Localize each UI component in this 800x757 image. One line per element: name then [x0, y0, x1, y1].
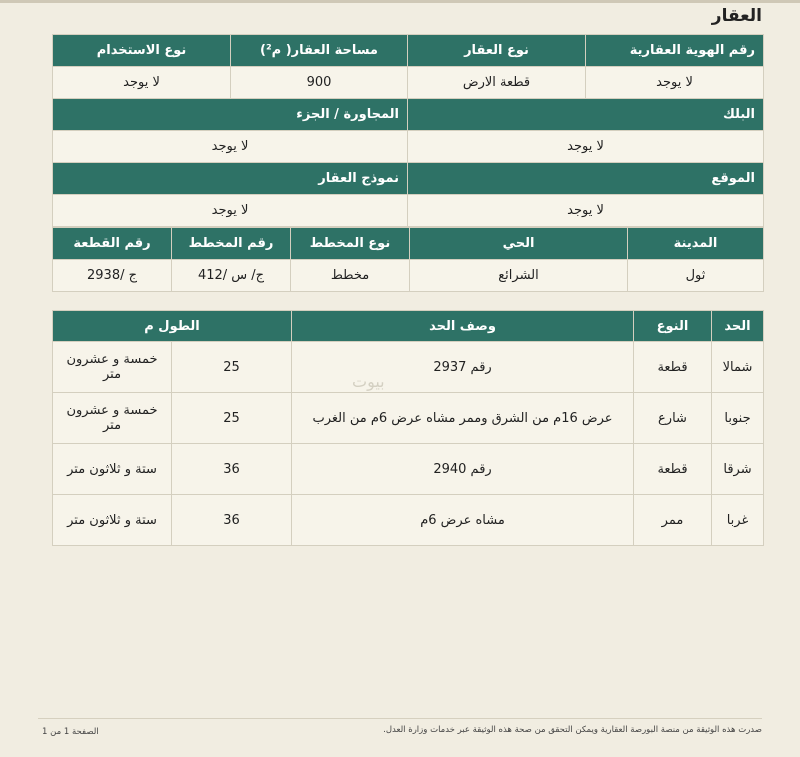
property-header-row-1	[53, 35, 764, 67]
section-title: العقار	[711, 6, 762, 26]
footer-note: صدرت هذه الوثيقة من منصة البورصة العقارية ويمكن التحقق من صحة هذه الوثيقة عبر خدمات وزارة العدل.	[383, 725, 762, 735]
boundary-description: مشاه عرض 6م	[292, 495, 634, 546]
value-plan-type: مخطط	[291, 260, 410, 292]
value-plan-number: ج/ س /412	[172, 260, 291, 292]
table-row	[53, 393, 764, 444]
footer-divider	[38, 718, 762, 719]
property-value-row-1	[53, 67, 764, 99]
header-boundary-type: النوع	[634, 311, 712, 342]
boundary-side: شمالا	[712, 342, 764, 393]
boundary-length-words: ستة و ثلاثون متر	[53, 444, 172, 495]
boundary-type: قطعة	[634, 444, 712, 495]
value-property-type: قطعة الارض	[408, 67, 586, 99]
header-plot-number: رقم القطعة	[53, 228, 172, 260]
property-value-row-2	[53, 131, 764, 163]
boundary-type: شارع	[634, 393, 712, 444]
boundary-length: 25	[172, 342, 292, 393]
header-city: المدينة	[628, 228, 764, 260]
header-district: الحي	[410, 228, 628, 260]
boundaries-header-row	[53, 311, 764, 342]
header-length: الطول م	[53, 311, 292, 342]
location-plan-table	[52, 227, 764, 292]
value-property-model: لا يوجد	[53, 195, 408, 227]
header-boundary-description: وصف الحد	[292, 311, 634, 342]
property-value-row-3	[53, 195, 764, 227]
plan-header-row	[53, 228, 764, 260]
value-district: الشرائع	[410, 260, 628, 292]
header-location: الموقع	[408, 163, 764, 195]
value-property-area: 900	[231, 67, 408, 99]
header-plan-type: نوع المخطط	[291, 228, 410, 260]
table-row	[53, 342, 764, 393]
header-neighborhood-part: المجاورة / الجزء	[53, 99, 408, 131]
value-plot-number: ج /2938	[53, 260, 172, 292]
boundary-description: رقم 2940	[292, 444, 634, 495]
value-usage-type: لا يوجد	[53, 67, 231, 99]
plan-value-row	[53, 260, 764, 292]
watermark: بيوت	[352, 372, 385, 391]
table-row	[53, 444, 764, 495]
boundary-side: جنوبا	[712, 393, 764, 444]
boundary-type: قطعة	[634, 342, 712, 393]
value-block: لا يوجد	[408, 131, 764, 163]
header-property-type: نوع العقار	[408, 35, 586, 67]
boundary-side: غربا	[712, 495, 764, 546]
table-row	[53, 495, 764, 546]
boundary-description: عرض 16م من الشرق وممر مشاه عرض 6م من الغرب	[292, 393, 634, 444]
boundary-type: ممر	[634, 495, 712, 546]
header-property-id: رقم الهوية العقارية	[586, 35, 764, 67]
value-location: لا يوجد	[408, 195, 764, 227]
boundary-length-words: خمسة و عشرون متر	[53, 342, 172, 393]
boundary-length: 36	[172, 444, 292, 495]
header-property-area: مساحة العقار( م²)	[231, 35, 408, 67]
value-neighborhood-part: لا يوجد	[53, 131, 408, 163]
boundary-description: رقم 2937	[292, 342, 634, 393]
header-plan-number: رقم المخطط	[172, 228, 291, 260]
value-property-id: لا يوجد	[586, 67, 764, 99]
property-info-table	[52, 34, 764, 227]
header-property-model: نموذج العقار	[53, 163, 408, 195]
boundaries-table	[52, 310, 764, 546]
boundary-length: 25	[172, 393, 292, 444]
header-usage-type: نوع الاستخدام	[53, 35, 231, 67]
boundary-side: شرقا	[712, 444, 764, 495]
property-header-row-3	[53, 163, 764, 195]
boundary-length: 36	[172, 495, 292, 546]
value-city: ثول	[628, 260, 764, 292]
boundary-length-words: خمسة و عشرون متر	[53, 393, 172, 444]
page-number: الصفحة 1 من 1	[42, 727, 99, 737]
top-border	[0, 0, 800, 3]
property-header-row-2	[53, 99, 764, 131]
header-side: الحد	[712, 311, 764, 342]
boundary-length-words: ستة و ثلاثون متر	[53, 495, 172, 546]
header-block: البلك	[408, 99, 764, 131]
